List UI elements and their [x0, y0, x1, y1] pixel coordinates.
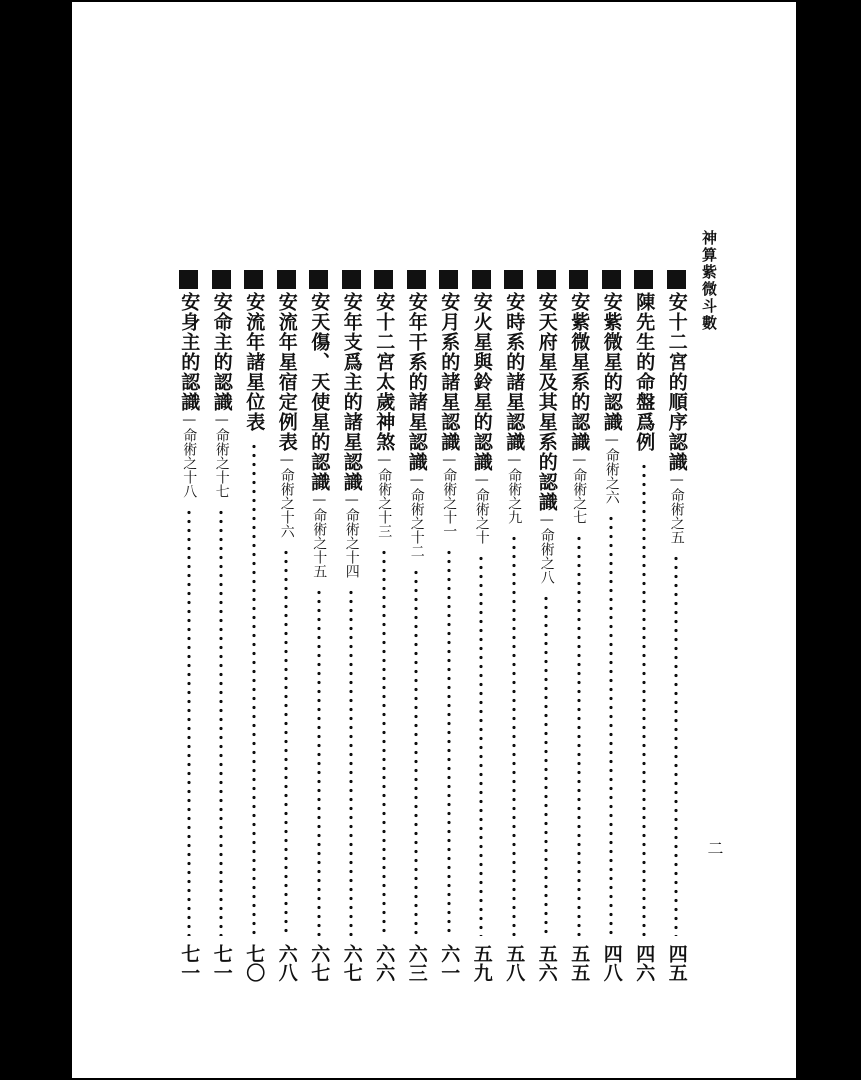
- toc-entry-page: 七一: [178, 944, 201, 982]
- table-of-contents: [168, 270, 688, 990]
- toc-entry-title: 安年干系的諸星認識—命術之十二: [405, 292, 428, 558]
- toc-entry-suffix: —命術之六: [603, 432, 620, 504]
- toc-entry-title: 安命主的認識—命術之十七: [210, 292, 233, 498]
- bullet-marker-icon: [602, 270, 621, 289]
- dot-leader: [284, 548, 288, 936]
- bullet-marker-icon: [407, 270, 426, 289]
- bullet-marker-icon: [374, 270, 393, 289]
- toc-entry-page: 六八: [275, 944, 298, 982]
- bullet-marker-icon: [472, 270, 491, 289]
- toc-entry-title: 安十二宮太歲神煞—命術之十三: [373, 292, 396, 538]
- dot-leader: [187, 508, 191, 936]
- toc-entry-page: 七〇: [243, 944, 266, 982]
- toc-entry[interactable]: [632, 270, 656, 982]
- toc-entry-page: 四六: [633, 944, 656, 982]
- toc-entry-page: 五九: [470, 944, 493, 982]
- book-page: [72, 2, 796, 1078]
- toc-entry-suffix: —命術之十二: [408, 472, 425, 558]
- toc-entry-suffix: —命術之十三: [376, 452, 393, 538]
- bullet-marker-icon: [504, 270, 523, 289]
- dot-leader: [252, 442, 256, 936]
- bullet-marker-icon: [569, 270, 588, 289]
- toc-entry-title: 安流年星宿定例表—命術之十六: [275, 292, 298, 538]
- toc-entry-page: 七一: [210, 944, 233, 982]
- toc-entry-title: 安十二宮的順序認識—命術之五: [665, 292, 688, 544]
- toc-entry-title: 安紫微星的認識—命術之六: [600, 292, 623, 504]
- toc-entry[interactable]: [242, 270, 266, 982]
- toc-entry-suffix: —命術之八: [538, 512, 555, 584]
- toc-entry-suffix: —命術之十七: [213, 412, 230, 498]
- dot-leader: [674, 554, 678, 936]
- toc-entry-page: 五六: [535, 944, 558, 982]
- dot-leader: [382, 548, 386, 936]
- toc-entry-suffix: —命術之十四: [343, 492, 360, 578]
- toc-entry[interactable]: [177, 270, 201, 982]
- toc-entry-title: 安流年諸星位表: [243, 292, 266, 432]
- dot-leader: [447, 548, 451, 936]
- toc-entry[interactable]: [340, 270, 364, 982]
- toc-entry-page: 五八: [503, 944, 526, 982]
- dot-leader: [544, 594, 548, 936]
- toc-entry-suffix: —命術之七: [571, 452, 588, 524]
- dot-leader: [219, 508, 223, 936]
- bullet-marker-icon: [537, 270, 556, 289]
- bullet-marker-icon: [342, 270, 361, 289]
- toc-entry[interactable]: [210, 270, 234, 982]
- toc-entry-title: 安天府星及其星系的認識—命術之八: [535, 292, 558, 584]
- toc-entry[interactable]: [307, 270, 331, 982]
- dot-leader: [512, 534, 516, 936]
- toc-entry[interactable]: [535, 270, 559, 982]
- toc-entry-page: 六七: [340, 944, 363, 982]
- toc-entry[interactable]: [275, 270, 299, 982]
- toc-entry-suffix: —命術之十八: [181, 412, 198, 498]
- toc-entry-page: 四五: [665, 944, 688, 982]
- toc-entry-page: 四八: [600, 944, 623, 982]
- running-header-title: 神算紫微斗數: [700, 230, 718, 332]
- toc-entry-page: 六六: [373, 944, 396, 982]
- toc-entry-page: 六三: [405, 944, 428, 982]
- toc-entry-title: 安月系的諸星認識—命術之十一: [438, 292, 461, 538]
- toc-entry-suffix: —命術之十: [473, 472, 490, 544]
- bullet-marker-icon: [179, 270, 198, 289]
- toc-entry-suffix: —命術之五: [668, 472, 685, 544]
- toc-entry-suffix: —命術之十六: [278, 452, 295, 538]
- bullet-marker-icon: [309, 270, 328, 289]
- bullet-marker-icon: [634, 270, 653, 289]
- dot-leader: [349, 588, 353, 936]
- toc-entry[interactable]: [470, 270, 494, 982]
- toc-entry[interactable]: [437, 270, 461, 982]
- dot-leader: [609, 514, 613, 936]
- bullet-marker-icon: [667, 270, 686, 289]
- toc-entry-title: 陳先生的命盤爲例: [633, 292, 656, 452]
- toc-entry-suffix: —命術之十五: [311, 492, 328, 578]
- toc-entry[interactable]: [567, 270, 591, 982]
- toc-entry-title: 安紫微星系的認識—命術之七: [568, 292, 591, 524]
- page-number: 二: [705, 840, 724, 856]
- toc-entry-title: 安火星與鈴星的認識—命術之十: [470, 292, 493, 544]
- bullet-marker-icon: [277, 270, 296, 289]
- bullet-marker-icon: [212, 270, 231, 289]
- toc-entry-title: 安年支爲主的諸星認識—命術之十四: [340, 292, 363, 578]
- toc-entry-page: 六一: [438, 944, 461, 982]
- dot-leader: [642, 462, 646, 936]
- toc-entry[interactable]: [372, 270, 396, 982]
- toc-entry-suffix: —命術之十一: [441, 452, 458, 538]
- dot-leader: [414, 568, 418, 936]
- dot-leader: [479, 554, 483, 936]
- toc-entry-title: 安身主的認識—命術之十八: [178, 292, 201, 498]
- bullet-marker-icon: [244, 270, 263, 289]
- bullet-marker-icon: [439, 270, 458, 289]
- toc-entry-page: 六七: [308, 944, 331, 982]
- toc-entry[interactable]: [502, 270, 526, 982]
- toc-entry[interactable]: [405, 270, 429, 982]
- toc-entry-page: 五五: [568, 944, 591, 982]
- toc-entry-suffix: —命術之九: [506, 452, 523, 524]
- toc-entry[interactable]: [665, 270, 689, 982]
- dot-leader: [317, 588, 321, 936]
- toc-entry[interactable]: [600, 270, 624, 982]
- dot-leader: [577, 534, 581, 936]
- toc-entry-title: 安時系的諸星認識—命術之九: [503, 292, 526, 524]
- toc-entry-title: 安天傷、天使星的認識—命術之十五: [308, 292, 331, 578]
